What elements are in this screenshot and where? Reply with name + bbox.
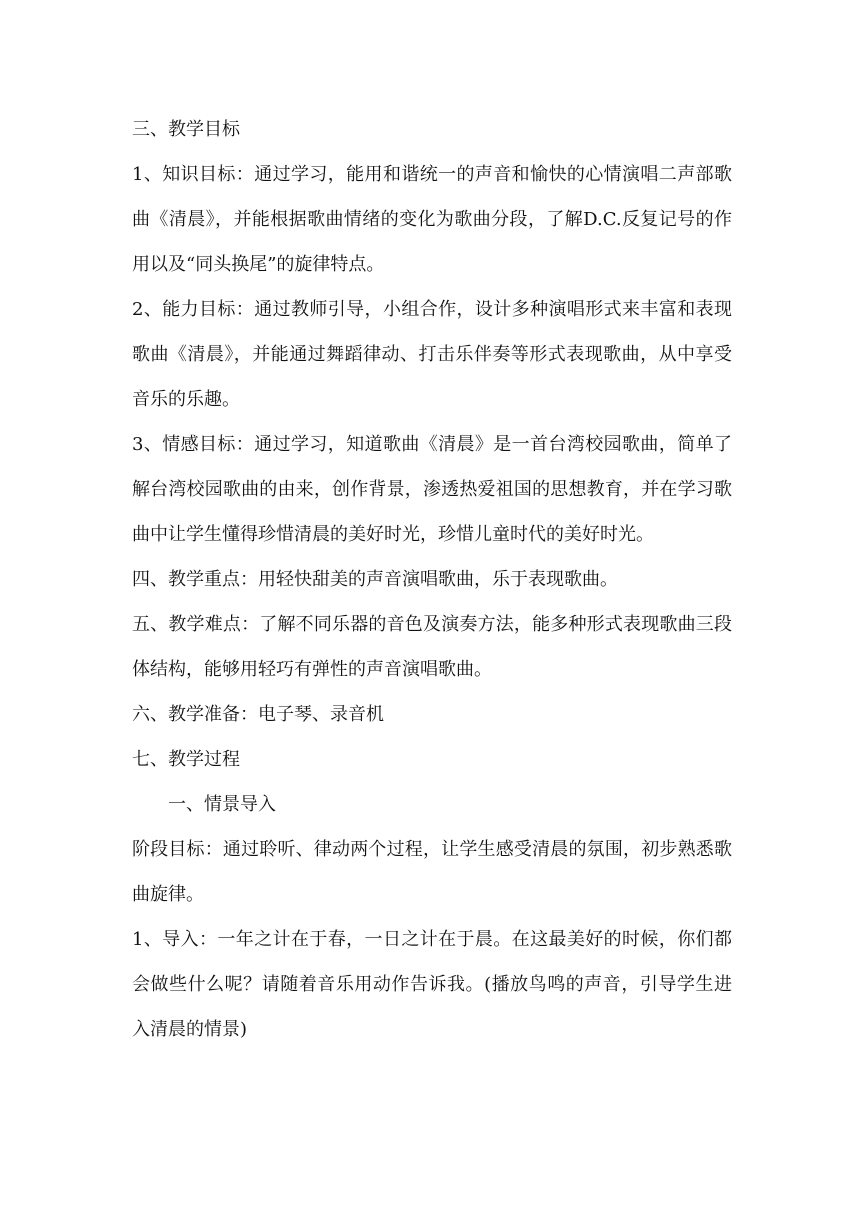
emotion-goal-paragraph: 3、情感目标：通过学习，知道歌曲《清晨》是一首台湾校园歌曲，简单了解台湾校园歌曲的由来，创作背景，渗透热爱祖国的思想教育，并在学习歌曲中让学生懂得珍惜清晨的美好时光，珍惜儿童时代的美好时光。 — [132, 434, 732, 545]
ability-goal-paragraph: 2、能力目标：通过教师引导，小组合作，设计多种演唱形式来丰富和表现歌曲《清晨》，并能通过舞蹈律动、打击乐伴奏等形式表现歌曲，从中享受音乐的乐趣。 — [132, 299, 732, 410]
stage-goal-paragraph: 阶段目标：通过聆听、律动两个过程，让学生感受清晨的氛围，初步熟悉歌曲旋律。 — [132, 839, 732, 905]
knowledge-goal-paragraph: 1、知识目标：通过学习，能用和谐统一的声音和愉快的心情演唱二声部歌曲《清晨》，并能根据歌曲情绪的变化为歌曲分段，了解D.C.反复记号的作用以及“同头换尾”的旋律特点。 — [132, 164, 732, 275]
intro-step-paragraph: 1、导入：一年之计在于春，一日之计在于晨。在这最美好的时候，你们都会做些什么呢？请随着音乐用动作告诉我。(播放鸟鸣的声音，引导学生进入清晨的情景) — [132, 929, 732, 1040]
section-heading-teaching-goals: 三、教学目标 — [132, 119, 240, 140]
preparation-paragraph: 六、教学准备：电子琴、录音机 — [132, 704, 384, 725]
subsection-heading-scene-intro: 一、情景导入 — [168, 794, 276, 815]
document-body — [132, 107, 732, 1052]
key-points-paragraph: 四、教学重点：用轻快甜美的声音演唱歌曲，乐于表现歌曲。 — [132, 569, 618, 590]
difficulties-paragraph: 五、教学难点：了解不同乐器的音色及演奏方法，能多种形式表现歌曲三段体结构，能够用轻巧有弹性的声音演唱歌曲。 — [132, 614, 732, 680]
section-heading-teaching-process: 七、教学过程 — [132, 749, 240, 770]
